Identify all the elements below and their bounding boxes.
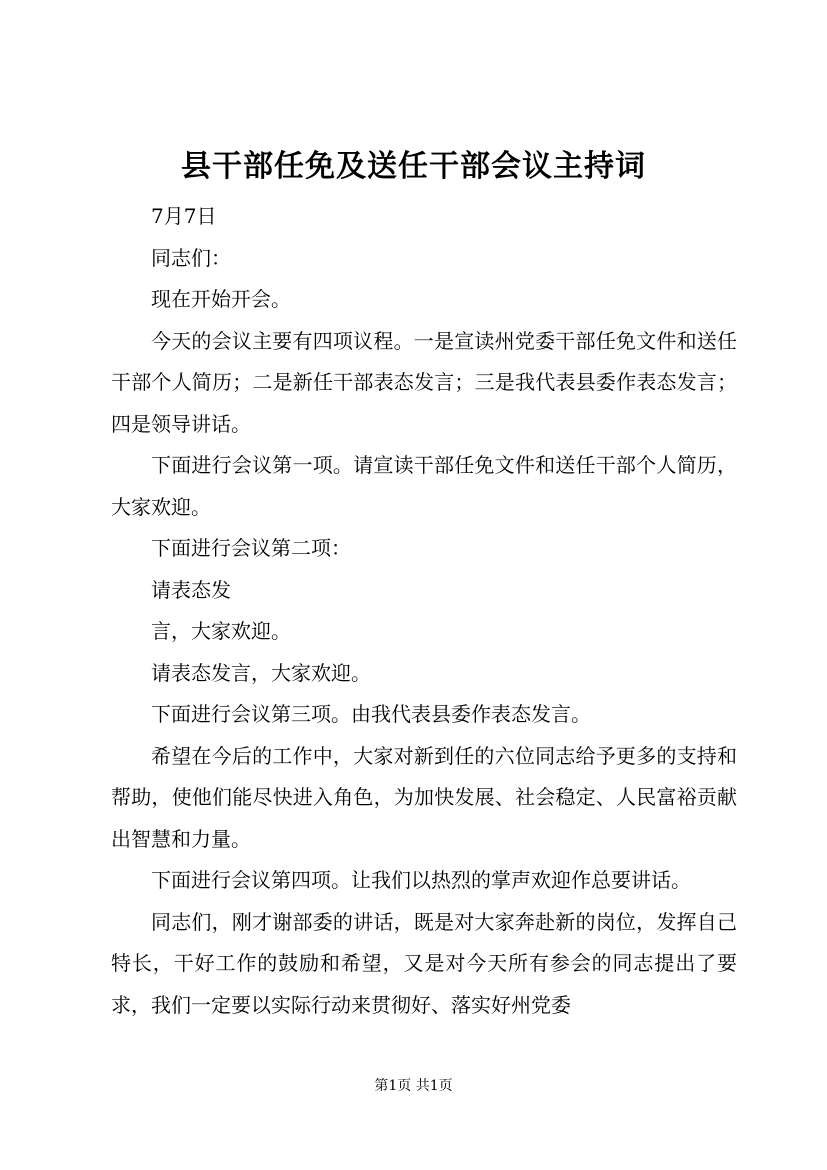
paragraph: 同志们，刚才谢部委的讲话，既是对大家奔赴新的岗位，发挥自己特长，干好工作的鼓励和希望，又是对今天所有参会的同志提出了要求，我们一定要以实际行动来贯彻好、落实好州党委 <box>111 909 737 1017</box>
paragraph: 下面进行会议第四项。让我们以热烈的掌声欢迎作总要讲话。 <box>151 868 691 892</box>
paragraph: 言，大家欢迎。 <box>151 619 291 643</box>
paragraph: 今天的会议主要有四项议程。一是宣读州党委干部任免文件和送任干部个人简历；二是新任干部表态发言；三是我代表县委作表态发言；四是领导讲话。 <box>111 328 737 436</box>
date-line: 7月7日 <box>151 204 217 228</box>
paragraph: 下面进行会议第三项。由我代表县委作表态发言。 <box>151 702 591 726</box>
page-number: 第1页 共1页 <box>374 1078 453 1094</box>
paragraph: 下面进行会议第二项： <box>151 536 351 560</box>
paragraph: 请表态发言，大家欢迎。 <box>151 660 371 685</box>
paragraph: 下面进行会议第一项。请宣读干部任免文件和送任干部个人简历，大家欢迎。 <box>111 453 737 519</box>
document-title: 县干部任免及送任干部会议主持词 <box>181 149 646 184</box>
salutation: 同志们： <box>151 245 231 270</box>
paragraph: 请表态发 <box>151 577 231 602</box>
document-body <box>111 196 737 1026</box>
paragraph: 希望在今后的工作中，大家对新到任的六位同志给予更多的支持和帮助，使他们能尽快进入角色，为加快发展、社会稳定、人民富裕贡献出智慧和力量。 <box>111 743 737 851</box>
paragraph: 现在开始开会。 <box>151 287 291 311</box>
